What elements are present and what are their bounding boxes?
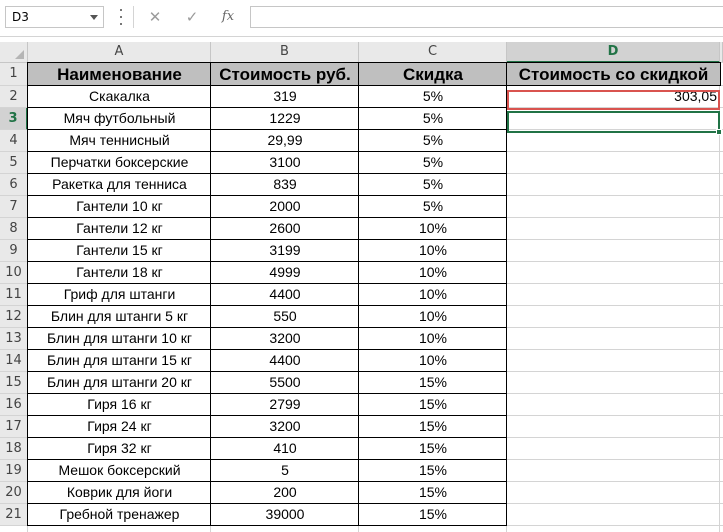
formula-reference-highlight [507,90,720,110]
cell-a19[interactable]: Мешок боксерский [58,462,181,478]
name-box[interactable] [5,6,104,28]
table-border [27,305,507,306]
table-header-a[interactable]: Наименование [28,63,211,86]
cell-c5[interactable]: 5% [422,154,444,170]
row-header-10[interactable]: 10 [0,262,28,284]
cell-b12[interactable]: 550 [273,308,297,324]
table-border [27,371,507,372]
cell-a6[interactable]: Ракетка для тенниса [52,176,187,192]
cell-a7[interactable]: Гантели 10 кг [76,198,163,214]
row-header-16[interactable]: 16 [0,394,28,416]
table-border [27,393,507,394]
column-header-d[interactable]: D [507,42,720,63]
cell-b11[interactable]: 4400 [269,286,301,302]
table-border [27,129,507,130]
cell-c11[interactable]: 10% [418,286,448,302]
cell-a15[interactable]: Блин для штанги 20 кг [47,374,192,390]
cell-c12[interactable]: 10% [418,308,448,324]
table-border [506,85,721,86]
row-header-8[interactable]: 8 [0,218,28,240]
cell-a13[interactable]: Блин для штанги 10 кг [47,330,192,346]
cell-a21[interactable]: Гребной тренажер [59,506,180,522]
cell-b9[interactable]: 3199 [269,242,301,258]
column-header-b[interactable]: B [211,42,359,63]
row-header-14[interactable]: 14 [0,350,28,372]
cell-d6[interactable] [507,174,720,196]
row-header-18[interactable]: 18 [0,438,28,460]
column-header-a[interactable]: A [28,42,211,63]
fill-handle[interactable] [716,129,722,135]
cell-d16[interactable] [507,394,720,416]
cell-d11[interactable] [507,284,720,306]
row-header-9[interactable]: 9 [0,240,28,262]
cell-a10[interactable]: Гантели 18 кг [76,264,163,280]
formula-bar [0,0,723,37]
table-border [27,481,507,482]
cell-c21[interactable]: 15% [418,506,448,522]
row-header-21[interactable]: 21 [0,504,28,526]
cell-d14[interactable] [507,350,720,372]
cell-b15[interactable]: 5500 [269,374,301,390]
table-border [358,62,359,526]
table-border [27,62,507,63]
cell-c13[interactable]: 10% [418,330,448,346]
cell-c17[interactable]: 15% [418,418,448,434]
cell-a17[interactable]: Гиря 24 кг [87,418,152,434]
cancel-icon[interactable]: ✕ [148,8,162,26]
cell-d13[interactable] [507,328,720,350]
table-border [27,503,507,504]
table-border [27,459,507,460]
formula-input[interactable] [250,6,723,28]
cell-b19[interactable]: 5 [281,462,289,478]
cell-a8[interactable]: Гантели 12 кг [76,220,163,236]
cell-d12[interactable] [507,306,720,328]
cell-b17[interactable]: 3200 [269,418,301,434]
cell-c9[interactable]: 10% [418,242,448,258]
cell-c16[interactable]: 15% [418,396,448,412]
table-border [210,62,211,526]
table-border [27,62,28,526]
table-border [27,349,507,350]
row-header-4[interactable]: 4 [0,130,28,152]
cell-c18[interactable]: 15% [418,440,448,456]
row-header-13[interactable]: 13 [0,328,28,350]
cell-d17[interactable] [507,416,720,438]
cell-a11[interactable]: Гриф для штанги [63,286,176,302]
table-border [27,195,507,196]
cell-c3[interactable]: 5% [422,110,444,126]
cell-a9[interactable]: Гантели 15 кг [76,242,163,258]
cell-a14[interactable]: Блин для штанги 15 кг [47,352,192,368]
drag-handle-icon[interactable] [119,9,123,25]
cell-b3[interactable]: 1229 [269,110,301,126]
cell-c15[interactable]: 15% [418,374,448,390]
cell-a20[interactable]: Коврик для йоги [66,484,173,500]
cell-b4[interactable]: 29,99 [267,132,303,148]
cell-b18[interactable]: 410 [273,440,297,456]
cell-c2[interactable]: 5% [422,88,444,104]
cell-d5[interactable] [507,152,720,174]
row-header-12[interactable]: 12 [0,306,28,328]
cell-c8[interactable]: 10% [418,220,448,236]
cell-a12[interactable]: Блин для штанги 5 кг [50,308,189,324]
cell-b21[interactable]: 39000 [265,506,305,522]
table-border [27,525,507,526]
cell-d19[interactable] [507,460,720,482]
table-border [27,261,507,262]
cell-a5[interactable]: Перчатки боксерские [50,154,189,170]
cell-d20[interactable] [507,482,720,504]
chevron-down-icon[interactable] [90,15,98,20]
cell-c19[interactable]: 15% [418,462,448,478]
cell-b13[interactable]: 3200 [269,330,301,346]
cell-d18[interactable] [507,438,720,460]
cell-c20[interactable]: 15% [418,484,448,500]
row-header-5[interactable]: 5 [0,152,28,174]
cell-c4[interactable]: 5% [422,132,444,148]
cell-d21[interactable] [507,504,720,526]
cell-d9[interactable] [507,240,720,262]
cell-a2[interactable]: Скакалка [89,88,150,104]
row-header-20[interactable]: 20 [0,482,28,504]
cell-b8[interactable]: 2600 [269,220,301,236]
table-border [27,415,507,416]
insert-function-icon[interactable]: fx [221,9,235,24]
cell-d10[interactable] [507,262,720,284]
cell-b7[interactable]: 2000 [269,198,301,214]
row-header-2[interactable]: 2 [0,86,28,108]
cell-b5[interactable]: 3100 [269,154,301,170]
table-header-d[interactable]: Стоимость со скидкой [507,63,720,86]
table-border [27,85,507,86]
name-box-value: D3 [12,10,29,24]
cell-d2[interactable]: 303,05 [674,88,717,104]
cell-d4[interactable] [507,130,720,152]
table-border [27,173,507,174]
table-border [27,437,507,438]
row-header-15[interactable]: 15 [0,372,28,394]
row-header-19[interactable]: 19 [0,460,28,482]
cell-c7[interactable]: 5% [422,198,444,214]
cell-c10[interactable]: 10% [418,264,448,280]
table-border [720,62,721,86]
cell-d8[interactable] [507,218,720,240]
cell-a18[interactable]: Гиря 32 кг [87,440,152,456]
table-header-c[interactable]: Скидка [359,63,507,86]
cell-a4[interactable]: Мяч теннисный [69,132,170,148]
cell-b14[interactable]: 4400 [269,352,301,368]
row-header-7[interactable]: 7 [0,196,28,218]
cell-b10[interactable]: 4999 [269,264,301,280]
cell-b2[interactable]: 319 [273,88,297,104]
select-all-corner[interactable] [0,42,28,63]
table-border [27,107,507,108]
cell-b20[interactable]: 200 [273,484,297,500]
table-header-b[interactable]: Стоимость руб. [211,63,359,86]
cell-b6[interactable]: 839 [273,176,297,192]
row-header-1[interactable]: 1 [0,63,28,86]
row-header-6[interactable]: 6 [0,174,28,196]
table-border [27,239,507,240]
cell-c6[interactable]: 5% [422,176,444,192]
row-header-3[interactable]: 3 [0,108,28,130]
cell-b16[interactable]: 2799 [269,396,301,412]
row-header-17[interactable]: 17 [0,416,28,438]
active-cell-selection[interactable] [507,111,720,133]
divider [133,6,134,28]
column-header-c[interactable]: C [359,42,507,63]
cell-d7[interactable] [507,196,720,218]
table-border [27,283,507,284]
cell-c14[interactable]: 10% [418,352,448,368]
cell-a16[interactable]: Гиря 16 кг [87,396,152,412]
cell-d15[interactable] [507,372,720,394]
table-border [27,217,507,218]
table-border [27,327,507,328]
table-border [27,151,507,152]
table-border [506,62,721,63]
enter-icon[interactable]: ✓ [185,8,199,26]
row-header-11[interactable]: 11 [0,284,28,306]
cell-a3[interactable]: Мяч футбольный [63,110,176,126]
